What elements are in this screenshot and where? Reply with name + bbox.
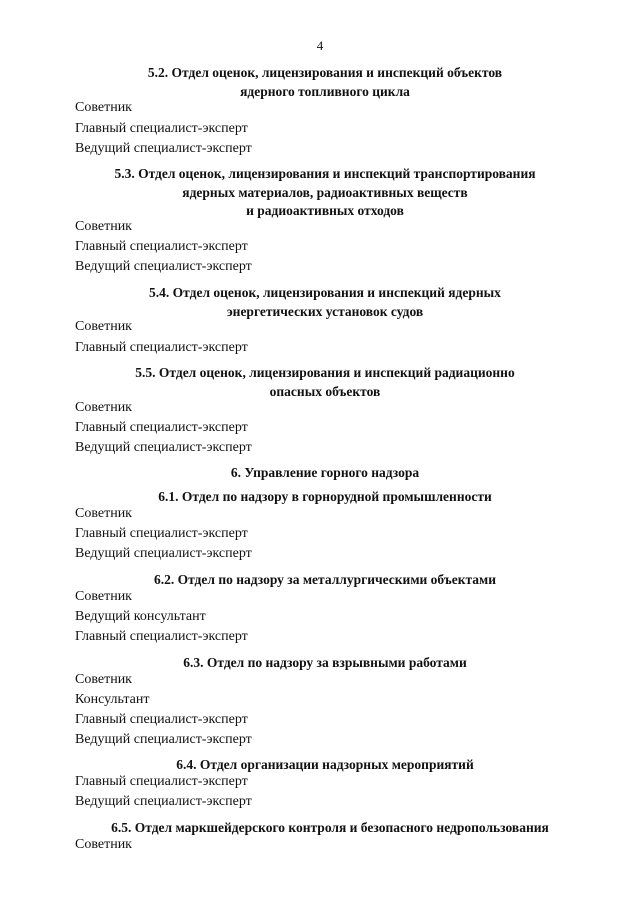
position-item: Ведущий специалист-эксперт: [75, 732, 252, 747]
heading-line: энергетических установок судов: [226, 303, 424, 319]
position-item: Главный специалист-эксперт: [75, 420, 248, 435]
position-item: Главный специалист-эксперт: [75, 526, 248, 541]
section-heading-6-2: [60, 571, 590, 590]
section-heading-6-1: [60, 488, 590, 507]
heading-line: ядерных материалов, радиоактивных веществ: [182, 184, 468, 200]
heading-line: 6.1. Отдел по надзору в горнорудной промышленности: [158, 489, 492, 504]
page-number: 4: [316, 38, 324, 53]
section-heading-5-4: [60, 284, 590, 321]
heading-line: 6.5. Отдел маркшейдерского контроля и безопасного недропользования: [111, 820, 549, 835]
position-item: Ведущий специалист-эксперт: [75, 440, 252, 455]
section-heading-5-5: [60, 364, 590, 401]
position-item: Советник: [75, 589, 132, 604]
position-item: Советник: [75, 837, 132, 852]
position-item: Советник: [75, 219, 132, 234]
position-item: Ведущий специалист-эксперт: [75, 141, 252, 156]
section-heading-5-2: [60, 64, 590, 101]
heading-line: и радиоактивных отходов: [246, 203, 404, 218]
heading-line: 5.5. Отдел оценок, лицензирования и инспекций радиационно: [135, 365, 515, 380]
heading-line: 6.4. Отдел организации надзорных мероприятий: [176, 757, 474, 772]
heading-line: 5.3. Отдел оценок, лицензирования и инспекций транспортирования: [114, 166, 536, 181]
position-item: Консультант: [75, 692, 150, 707]
position-item: Советник: [75, 400, 132, 415]
position-item: Главный специалист-эксперт: [75, 340, 248, 355]
position-item: Ведущий специалист-эксперт: [75, 546, 252, 561]
section-heading-6-4: [60, 756, 590, 775]
heading-line: 5.4. Отдел оценок, лицензирования и инспекций ядерных: [149, 285, 501, 300]
position-item: Главный специалист-эксперт: [75, 774, 248, 789]
heading-line: ядерного топливного цикла: [240, 83, 410, 99]
heading-line: 6.2. Отдел по надзору за металлургическими объектами: [153, 572, 497, 587]
heading-line: опасных объектов: [269, 383, 381, 399]
position-item: Советник: [75, 319, 132, 334]
section-heading-5-3: [60, 165, 590, 221]
heading-line: 6. Управление горного надзора: [230, 465, 420, 480]
position-item: Ведущий специалист-эксперт: [75, 794, 252, 809]
heading-line: 5.2. Отдел оценок, лицензирования и инспекций объектов: [147, 65, 503, 80]
position-item: Советник: [75, 672, 132, 687]
section-heading-6-5: [50, 819, 610, 838]
section-heading-6: [60, 464, 590, 483]
heading-line: 6.3. Отдел по надзору за взрывными работами: [183, 655, 467, 670]
position-item: Советник: [75, 100, 132, 115]
position-item: Главный специалист-эксперт: [75, 121, 248, 136]
position-item: Главный специалист-эксперт: [75, 629, 248, 644]
position-item: Ведущий консультант: [75, 609, 206, 624]
position-item: Главный специалист-эксперт: [75, 239, 248, 254]
position-item: Ведущий специалист-эксперт: [75, 259, 252, 274]
position-item: Главный специалист-эксперт: [75, 712, 248, 727]
section-heading-6-3: [60, 654, 590, 673]
position-item: Советник: [75, 506, 132, 521]
